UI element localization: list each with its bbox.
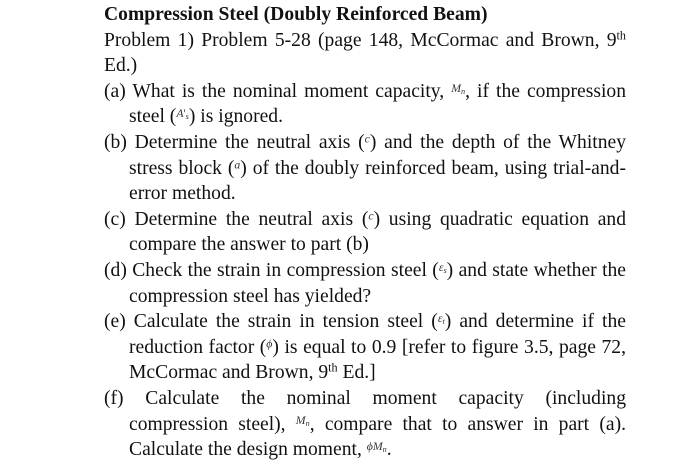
question-e-text-2: ) and determine if the reduction factor ( <box>129 311 626 358</box>
symbol-eps-s-sub: s <box>443 265 447 275</box>
symbol-phi: ϕ <box>266 337 273 351</box>
document-body <box>104 2 626 463</box>
symbol-phi-mn-base: ϕM <box>366 439 383 453</box>
question-b-text-3: ) of the doubly reinforced beam, using trial-and-error method. <box>129 157 626 205</box>
question-f-text-3: . <box>386 439 392 461</box>
question-a-text: (a) What is the nominal moment capacity, <box>104 80 452 102</box>
symbol-mn-2-sub: n <box>305 419 310 429</box>
document-title: Compression Steel (Doubly Reinforced Beam) <box>104 4 488 25</box>
question-a-text-2: , if the compression steel ( <box>129 80 626 128</box>
question-f <box>104 386 626 463</box>
symbol-eps-t-sub: t <box>442 316 445 326</box>
symbol-eps-base: ε <box>438 260 444 274</box>
question-f-text: (f) Calculate the nominal moment capacity (including compression steel), <box>104 387 626 435</box>
symbol-eps-t-base: ε <box>437 311 443 325</box>
question-e-text-4: Ed.] <box>337 362 376 384</box>
symbol-mn-sub: n <box>461 86 466 96</box>
question-e-text-3: ) is equal to 0.9 [refer to figure 3.5, page 72, McCormac and Brown, 9 <box>129 336 626 384</box>
problem-statement <box>104 28 626 79</box>
symbol-as-prime-mark: ' <box>183 107 186 121</box>
symbol-as-prime <box>176 107 189 120</box>
symbol-phi-mn <box>367 440 387 453</box>
question-e <box>104 309 626 386</box>
question-c-text: (c) Determine the neutral axis ( <box>104 208 369 230</box>
symbol-a: a <box>234 158 241 172</box>
symbol-eps-s <box>439 261 447 274</box>
question-c <box>104 207 626 258</box>
question-b-text-2: ) and the depth of the Whitney stress block ( <box>129 131 626 179</box>
question-a <box>104 79 626 130</box>
question-d-text: (d) Check the strain in compression steel ( <box>104 259 439 281</box>
question-f-text-2: , compare that to answer in part (a). Calculate the design moment, <box>129 413 626 461</box>
question-b <box>104 130 626 207</box>
question-d <box>104 258 626 309</box>
question-b-text: (b) Determine the neutral axis ( <box>104 131 365 153</box>
symbol-c: c <box>364 132 370 146</box>
problem-text-end: Ed.) <box>104 55 138 77</box>
edition-superscript-2: th <box>328 360 338 375</box>
symbol-mn-base: M <box>451 81 462 95</box>
symbol-as-base: A <box>176 107 184 121</box>
problem-text: Problem 1) Problem 5-28 (page 148, McCormac and Brown, 9 <box>104 29 617 51</box>
symbol-mn-2-base: M <box>295 414 306 428</box>
question-a-text-3: ) is ignored. <box>188 106 284 128</box>
symbol-eps-t <box>438 312 445 325</box>
edition-superscript: th <box>616 27 626 42</box>
symbol-mn-2 <box>296 414 310 427</box>
symbol-c-2: c <box>368 209 374 223</box>
question-d-text-2: ) and state whether the compression steel has yielded? <box>129 259 627 307</box>
question-c-text-2: ) using quadratic equation and compare the answer to part (b) <box>129 208 627 256</box>
question-e-text: (e) Calculate the strain in tension steel ( <box>104 311 438 333</box>
symbol-mn <box>451 82 465 95</box>
symbol-as-sub: s <box>185 112 189 122</box>
symbol-phi-mn-sub: n <box>382 444 387 454</box>
